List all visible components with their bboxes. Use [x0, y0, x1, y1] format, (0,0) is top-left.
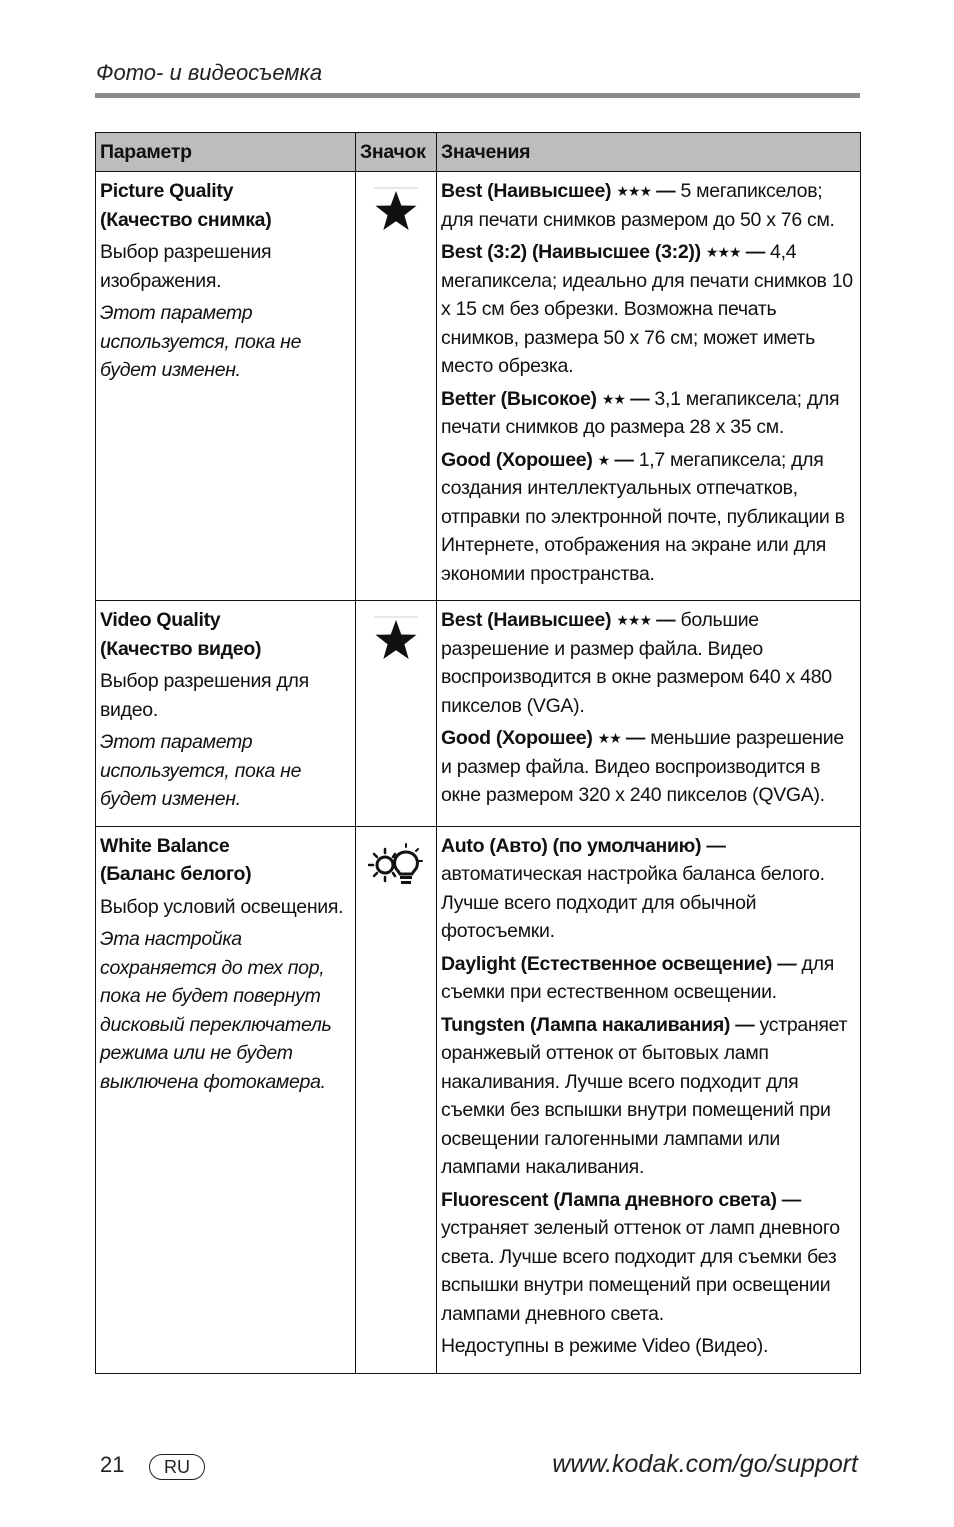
- value-entry: Good (Хорошее) ★★ — меньшие разрешение и размер файла. Видео воспроизводится в окне размером 320 x 240 пикселов (QVGA).: [441, 727, 844, 806]
- icon-cell: [356, 826, 437, 1373]
- value-entry: Best (3:2) (Наивысшее (3:2)) ★★★ — 4,4 мегапиксела; идеально для печати снимков 10 x 15 см без обрезки. Возможна печать снимков, размера 50 x 76 см; может иметь место обрезка.: [441, 241, 853, 377]
- star-rating-icon: ★★★: [616, 612, 651, 628]
- parameter-description: Выбор разрешения для видео.: [100, 670, 309, 721]
- language-badge: RU: [149, 1454, 205, 1480]
- values-cell: [437, 826, 861, 1373]
- value-text: устраняет зеленый оттенок от ламп дневного света. Лучше всего подходит для съемки без вспышки внутри помещений при освещении лампами дневного света.: [441, 1217, 840, 1325]
- page-number: 21: [100, 1452, 125, 1477]
- value-text: большие разрешение и размер файла. Видео воспроизводится в окне размером 640 x 480 пикселов (VGA).: [441, 609, 832, 717]
- value-label: Best (Наивысшее): [441, 609, 612, 631]
- parameter-name: White Balance: [100, 834, 230, 857]
- parameters-table: [95, 132, 861, 1374]
- values-cell: [437, 172, 861, 601]
- star-rating-icon: ★: [597, 451, 610, 468]
- value-entry: Best (Наивысшее) ★★★ — большие разрешение и размер файла. Видео воспроизводится в окне размером 640 x 480 пикселов (VGA).: [441, 609, 832, 717]
- value-entry: Better (Высокое) ★★ — 3,1 мегапиксела; для печати снимков до размера 28 x 35 см.: [441, 387, 840, 438]
- parameter-name: Picture Quality: [100, 180, 234, 202]
- header-rule: [95, 93, 860, 98]
- parameter-note: Этот параметр используется, пока не будет изменен.: [100, 302, 302, 381]
- value-text: 3,1 мегапиксела; для печати снимков до размера 28 x 35 см.: [441, 387, 840, 438]
- value-label: Tungsten (Лампа накаливания) —: [441, 1013, 755, 1036]
- parameter-cell: [96, 601, 356, 827]
- support-url: www.kodak.com/go/support: [552, 1450, 858, 1478]
- value-text: меньшие разрешение и размер файла. Видео воспроизводится в окне размером 320 x 240 пикселов (QVGA).: [441, 727, 844, 806]
- value-footnote: Недоступны в режиме Video (Видео).: [441, 1335, 769, 1357]
- value-text: 4,4 мегапиксела; идеально для печати снимков 10 x 15 см без обрезки. Возможна печать снимков, размера 50 x 76 см; может иметь место обрезка.: [441, 241, 853, 377]
- table-row-video-quality: [96, 601, 861, 827]
- star-icon: [370, 614, 422, 666]
- value-label: Good (Хорошее): [441, 448, 593, 471]
- parameter-cell: [96, 172, 356, 601]
- star-rating-icon: ★★★: [705, 244, 741, 260]
- value-entry: Good (Хорошее) ★ — 1,7 мегапиксела; для создания интеллектуальных отпечатков, отправки по электронной почте, публикации в Интернете, отображения на экране или для экономии пространства.: [441, 448, 845, 585]
- star-rating-icon: ★★: [597, 730, 621, 746]
- value-text: устраняет оранжевый оттенок от бытовых ламп накаливания. Лучше всего подходит для съемки без вспышки внутри помещений при освещении галогенными лампами или лампами накаливания.: [441, 1013, 848, 1178]
- value-label: Fluorescent (Лампа дневного света) —: [441, 1188, 801, 1211]
- value-entry: [441, 950, 856, 1007]
- value-text: 5 мегапикселов; для печати снимков размером до 50 x 76 см.: [441, 180, 835, 231]
- value-text: для съемки при естественном освещении.: [441, 952, 834, 1003]
- auto-white-balance-icon: [368, 840, 424, 892]
- parameter-name: Video Quality: [100, 609, 221, 631]
- value-label: Best (Наивысшее): [441, 180, 612, 202]
- column-header-icon: Значок: [356, 133, 437, 172]
- value-label: Daylight (Естественное освещение) —: [441, 952, 797, 975]
- value-entry: [441, 1011, 856, 1182]
- parameter-note: Этот параметр используется, пока не будет изменен.: [100, 731, 302, 810]
- star-rating-icon: ★★★: [616, 183, 651, 199]
- value-label: Best (3:2) (Наивысшее (3:2)): [441, 241, 701, 263]
- icon-cell: [356, 172, 437, 601]
- parameter-name-ru: (Качество видео): [100, 637, 262, 660]
- parameter-name-ru: (Баланс белого): [100, 863, 252, 885]
- value-entry: [441, 1186, 856, 1329]
- parameter-note: Эта настройка сохраняется до тех пор, пока не будет повернут дисковый переключатель режима или не будет выключена фотокамера.: [100, 928, 332, 1093]
- column-header-values: Значения: [437, 133, 861, 172]
- value-label: Good (Хорошее): [441, 727, 593, 749]
- star-icon: [370, 185, 422, 237]
- table-row-white-balance: [96, 826, 861, 1373]
- value-label: Auto (Авто) (по умолчанию) —: [441, 834, 726, 857]
- value-text: 1,7 мегапиксела; для создания интеллектуальных отпечатков, отправки по электронной почте, публикации в Интернете, отображения на экране или для экономии пространства.: [441, 448, 845, 585]
- page-header-title: Фото- и видеосъемка: [96, 60, 323, 85]
- value-entry: [441, 832, 856, 946]
- column-header-parameter: Параметр: [96, 133, 356, 172]
- parameter-description: Выбор условий освещения.: [100, 895, 344, 918]
- value-text: автоматическая настройка баланса белого. Лучше всего подходит для обычной фотосъемки.: [441, 863, 825, 942]
- parameter-cell: [96, 826, 356, 1373]
- parameter-name-ru: (Качество снимка): [100, 208, 272, 231]
- values-cell: [437, 601, 861, 827]
- icon-cell: [356, 601, 437, 827]
- star-rating-icon: ★★: [601, 390, 625, 407]
- value-label: Better (Высокое): [441, 387, 597, 410]
- value-entry: Best (Наивысшее) ★★★ — 5 мегапикселов; для печати снимков размером до 50 x 76 см.: [441, 180, 835, 231]
- table-row-picture-quality: [96, 172, 861, 601]
- table-header-row: [96, 133, 861, 172]
- parameter-description: Выбор разрешения изображения.: [100, 241, 272, 292]
